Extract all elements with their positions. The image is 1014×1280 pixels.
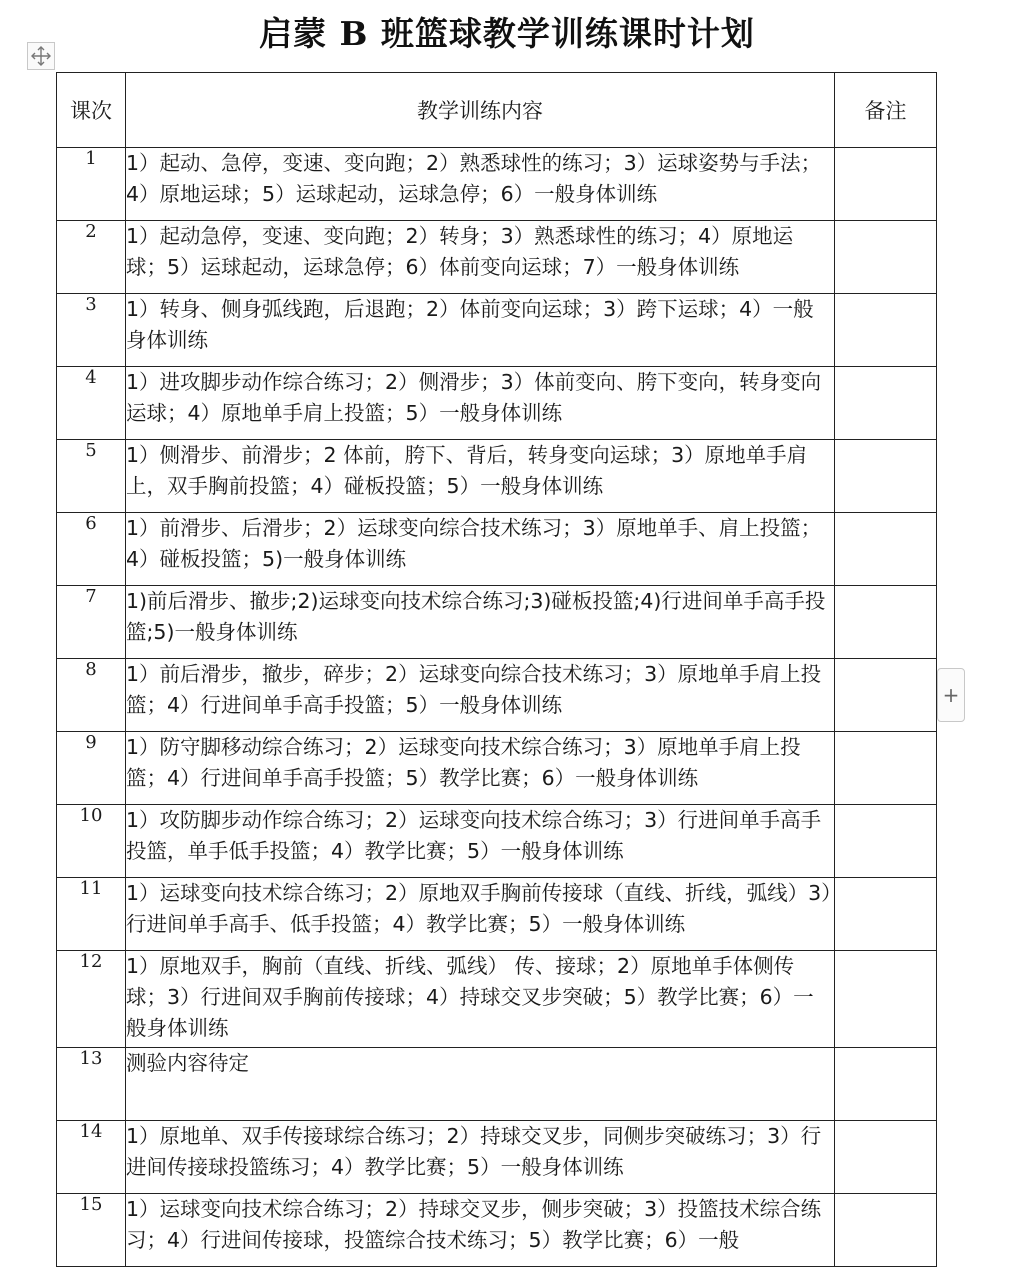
lesson-note[interactable] (835, 148, 937, 221)
lesson-content[interactable]: 1）原地单、双手传接球综合练习；2）持球交叉步，同侧步突破练习；3）行进间传接球投篮练习；4）教学比赛；5）一般身体训练 (126, 1121, 835, 1194)
table-row (57, 148, 937, 221)
lesson-content[interactable]: 1）进攻脚步动作综合练习；2）侧滑步；3）体前变向、胯下变向，转身变向运球；4）原地单手肩上投篮；5）一般身体训练 (126, 367, 835, 440)
lesson-content[interactable]: 1）起动急停，变速、变向跑；2）转身；3）熟悉球性的练习；4）原地运球；5）运球起动，运球急停；6）体前变向运球；7）一般身体训练 (126, 221, 835, 294)
lesson-note[interactable] (835, 878, 937, 951)
table-row (57, 513, 937, 586)
lesson-number: 5 (57, 440, 126, 513)
lesson-number: 2 (57, 221, 126, 294)
lesson-number: 11 (57, 878, 126, 951)
lesson-note[interactable] (835, 367, 937, 440)
lesson-content[interactable]: 1）前滑步、后滑步；2）运球变向综合技术练习；3）原地单手、肩上投篮；4）碰板投篮；5)一般身体训练 (126, 513, 835, 586)
document-title: 启蒙 B 班篮球教学训练课时计划 (259, 14, 755, 53)
table-row (57, 732, 937, 805)
table-row (57, 878, 937, 951)
lesson-number: 13 (57, 1048, 126, 1121)
lesson-content[interactable]: 1）侧滑步、前滑步；2 体前，胯下、背后，转身变向运球；3）原地单手肩上，双手胸前投篮；4）碰板投篮；5）一般身体训练 (126, 440, 835, 513)
lesson-note[interactable] (835, 1194, 937, 1267)
table-row (57, 294, 937, 367)
table-row (57, 659, 937, 732)
lesson-number: 6 (57, 513, 126, 586)
lesson-number: 10 (57, 805, 126, 878)
lesson-note[interactable] (835, 732, 937, 805)
add-row-button[interactable] (937, 668, 965, 722)
table-row (57, 1048, 937, 1121)
lesson-number: 7 (57, 586, 126, 659)
table-row (57, 586, 937, 659)
lesson-number: 12 (57, 951, 126, 1048)
table-row (57, 805, 937, 878)
lesson-number: 1 (57, 148, 126, 221)
lesson-note[interactable] (835, 586, 937, 659)
lesson-content[interactable]: 测验内容待定 (126, 1048, 835, 1121)
lesson-note[interactable] (835, 440, 937, 513)
lesson-plan-table (56, 72, 937, 1267)
table-row (57, 221, 937, 294)
lesson-content[interactable]: 1）攻防脚步动作综合练习；2）运球变向技术综合练习；3）行进间单手高手投篮，单手低手投篮；4）教学比赛；5）一般身体训练 (126, 805, 835, 878)
page-bottom-fade (0, 1270, 1014, 1280)
lesson-note[interactable] (835, 805, 937, 878)
lesson-note[interactable] (835, 513, 937, 586)
lesson-content[interactable]: 1）转身、侧身弧线跑，后退跑；2）体前变向运球；3）跨下运球；4）一般身体训练 (126, 294, 835, 367)
lesson-number: 4 (57, 367, 126, 440)
lesson-number: 8 (57, 659, 126, 732)
move-arrows-icon (28, 43, 54, 69)
lesson-note[interactable] (835, 221, 937, 294)
table-row (57, 951, 937, 1048)
lesson-content[interactable]: 1）原地双手，胸前（直线、折线、弧线） 传、接球；2）原地单手体侧传球；3）行进间双手胸前传接球；4）持球交叉步突破；5）教学比赛；6）一般身体训练 (126, 951, 835, 1048)
table-row (57, 440, 937, 513)
lesson-content[interactable]: 1）运球变向技术综合练习；2）持球交叉步，侧步突破；3）投篮技术综合练习；4）行进间传接球，投篮综合技术练习；5）教学比赛；6）一般 (126, 1194, 835, 1267)
header-content: 教学训练内容 (126, 73, 835, 148)
table-move-handle[interactable] (27, 42, 55, 70)
lesson-content[interactable]: 1）防守脚移动综合练习；2）运球变向技术综合练习；3）原地单手肩上投篮；4）行进间单手高手投篮；5）教学比赛；6）一般身体训练 (126, 732, 835, 805)
table-row (57, 1194, 937, 1267)
lesson-note[interactable] (835, 294, 937, 367)
lesson-note[interactable] (835, 951, 937, 1048)
lesson-content[interactable]: 1）前后滑步，撤步，碎步；2）运球变向综合技术练习；3）原地单手肩上投篮；4）行进间单手高手投篮；5）一般身体训练 (126, 659, 835, 732)
lesson-number: 15 (57, 1194, 126, 1267)
table-row (57, 367, 937, 440)
lesson-note[interactable] (835, 659, 937, 732)
lesson-content[interactable]: 1）运球变向技术综合练习；2）原地双手胸前传接球（直线、折线，弧线）3）行进间单手高手、低手投篮；4）教学比赛；5）一般身体训练 (126, 878, 835, 951)
header-note: 备注 (835, 73, 937, 148)
lesson-content[interactable]: 1）起动、急停，变速、变向跑；2）熟悉球性的练习；3）运球姿势与手法；4）原地运球；5）运球起动，运球急停；6）一般身体训练 (126, 148, 835, 221)
plus-icon: + (942, 683, 960, 707)
lesson-note[interactable] (835, 1121, 937, 1194)
table-row (57, 1121, 937, 1194)
lesson-number: 3 (57, 294, 126, 367)
lesson-number: 14 (57, 1121, 126, 1194)
lesson-note[interactable] (835, 1048, 937, 1121)
lesson-number: 9 (57, 732, 126, 805)
lesson-content[interactable]: 1)前后滑步、撤步;2)运球变向技术综合练习;3)碰板投篮;4)行进间单手高手投篮;5)一般身体训练 (126, 586, 835, 659)
table-header-row (57, 73, 937, 148)
header-lesson: 课次 (57, 73, 126, 148)
